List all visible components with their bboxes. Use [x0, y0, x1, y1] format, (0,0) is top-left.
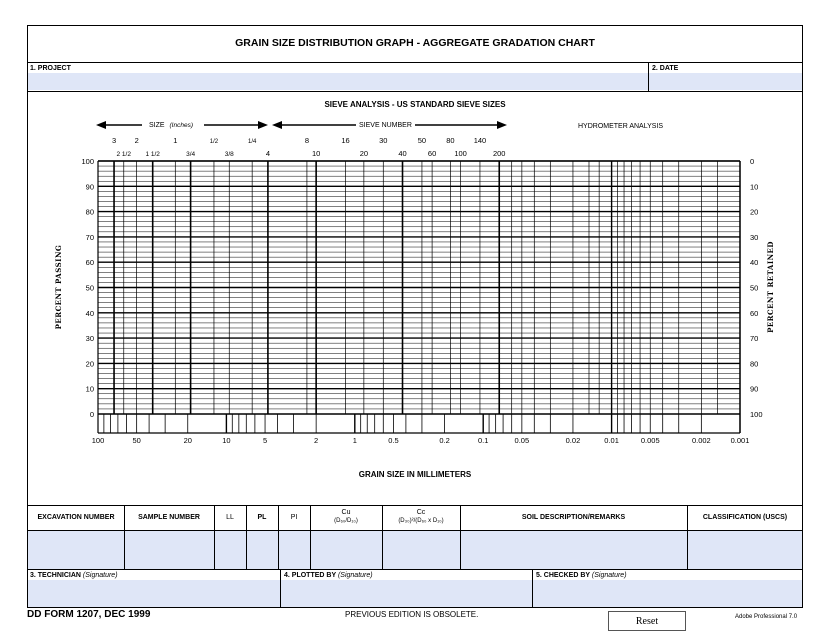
cu-input[interactable]: [311, 531, 382, 569]
classification-input[interactable]: [688, 531, 802, 569]
percent-retained-tick: 0: [750, 157, 755, 166]
grain-size-tick: 0.001: [730, 436, 750, 445]
sieve-size-label: 1/2: [209, 139, 219, 145]
sieve-number-label: 200: [492, 149, 506, 158]
percent-retained-tick: 100: [750, 410, 763, 419]
percent-retained-title: PERCENT RETAINED: [766, 241, 775, 333]
obsolete-note: PREVIOUS EDITION IS OBSOLETE.: [345, 610, 479, 619]
grain-size-tick: 0.1: [477, 436, 489, 445]
plotted-by-label-text: 4. PLOTTED BY: [284, 572, 336, 579]
size-label: [149, 122, 193, 129]
ll-header: LL: [226, 514, 234, 521]
sieve-number-label: 4: [265, 149, 270, 158]
cc-header: Cc: [416, 509, 426, 516]
sieve-number-label: 100: [454, 149, 467, 158]
classification-header: CLASSIFICATION (USCS): [702, 514, 788, 521]
technician-signature-input[interactable]: [28, 580, 280, 607]
plotted-by-signature-input[interactable]: [281, 580, 532, 607]
grain-size-tick: 5: [262, 436, 268, 445]
percent-retained-tick: 40: [750, 258, 759, 268]
hydrometer-label: HYDROMETER ANALYSIS: [578, 123, 664, 130]
sieve-number-label: 60: [427, 149, 437, 158]
date-label: 2. DATE: [652, 65, 679, 72]
grain-size-tick: 2: [314, 436, 319, 445]
grain-size-tick: 10: [222, 436, 231, 445]
cc-formula: (D₃₀)²/(D₆₀ x D₁₀): [398, 518, 444, 524]
percent-passing-tick: 90: [85, 182, 94, 192]
percent-retained-tick: 20: [750, 207, 759, 217]
sieve-number-label: 8: [304, 136, 310, 145]
sieve-number-label: 16: [341, 136, 350, 145]
reset-button[interactable]: Reset: [608, 611, 686, 631]
grain-size-tick: 100: [91, 436, 105, 445]
soil-description-input[interactable]: [461, 531, 687, 569]
grain-size-ticks: [92, 436, 750, 445]
percent-passing-tick: 60: [85, 258, 94, 268]
percent-retained-tick: 90: [750, 384, 759, 394]
project-label: 1. PROJECT: [30, 65, 71, 72]
grain-size-tick: 0.05: [514, 436, 530, 445]
grain-size-tick: 20: [183, 436, 192, 445]
checked-by-label: [536, 572, 627, 579]
cu-formula: (D₆₀/D₁₀): [334, 518, 358, 524]
sieve-number-label: 20: [359, 149, 369, 158]
grain-size-axis-title: GRAIN SIZE IN MILLIMETERS: [358, 470, 472, 479]
form-title: GRAIN SIZE DISTRIBUTION GRAPH - AGGREGATE GRADATION CHART: [235, 37, 595, 49]
technician-label: [30, 572, 118, 579]
plotted-by-label: [284, 572, 373, 579]
percent-passing-tick: 0: [89, 410, 94, 419]
percent-retained-tick: 70: [750, 334, 759, 344]
sieve-number-label: SIEVE NUMBER: [359, 122, 412, 129]
grain-size-tick: 1: [352, 436, 357, 445]
percent-passing-tick: 30: [85, 334, 94, 344]
sample-number-input[interactable]: [125, 531, 214, 569]
technician-label-text: 3. TECHNICIAN: [30, 572, 81, 579]
grain-size-tick: 0.01: [604, 436, 619, 445]
pi-input[interactable]: [279, 531, 310, 569]
checked-by-label-text: 5. CHECKED BY: [536, 572, 590, 579]
sieve-size-labels: [112, 136, 506, 158]
percent-passing-tick: 100: [81, 157, 94, 166]
signature-hint: (Signature): [337, 572, 373, 579]
excavation-number-input[interactable]: [28, 531, 124, 569]
size-label-text: SIZE: [149, 122, 165, 129]
grain-size-tick: 0.005: [640, 436, 660, 445]
sieve-size-label: 1 1/2: [145, 151, 160, 158]
sieve-size-label: 2 1/2: [116, 151, 131, 158]
checked-by-signature-input[interactable]: [533, 580, 802, 607]
chart-grid: [98, 161, 740, 433]
soil-description-header: SOIL DESCRIPTION/REMARKS: [521, 514, 626, 521]
percent-passing-ticks: [81, 157, 94, 419]
percent-passing-tick: 20: [85, 359, 94, 369]
ll-input[interactable]: [215, 531, 246, 569]
pl-header: PL: [257, 514, 267, 521]
sieve-size-label: 3/8: [224, 151, 234, 158]
signature-hint: (Signature): [82, 572, 118, 579]
sieve-analysis-title: SIEVE ANALYSIS - US STANDARD SIEVE SIZES: [324, 100, 506, 109]
software-note: Adobe Professional 7.0: [735, 614, 798, 620]
excavation-number-header: EXCAVATION NUMBER: [37, 514, 115, 521]
sieve-size-label: 1: [173, 136, 178, 145]
sample-number-header: SAMPLE NUMBER: [138, 514, 200, 521]
sieve-number-label: 40: [398, 149, 407, 158]
sieve-size-label: 3: [111, 136, 117, 145]
sieve-number-label: 80: [446, 136, 455, 145]
cu-header: Cu: [341, 509, 351, 516]
percent-passing-tick: 40: [85, 308, 94, 318]
percent-retained-tick: 10: [750, 182, 759, 192]
pi-header: PI: [290, 514, 298, 521]
divider: [27, 569, 803, 570]
sieve-size-label: 3/4: [186, 151, 196, 158]
percent-passing-tick: 10: [85, 384, 94, 394]
cc-input[interactable]: [383, 531, 460, 569]
grain-size-tick: 0.02: [565, 436, 581, 445]
percent-passing-tick: 80: [85, 207, 94, 217]
percent-passing-tick: 70: [85, 232, 94, 242]
sieve-size-label: 2: [134, 136, 139, 145]
percent-retained-tick: 80: [750, 359, 759, 369]
grain-size-tick: 0.5: [388, 436, 399, 445]
grain-size-tick: 0.002: [691, 436, 711, 445]
percent-retained-tick: 50: [750, 283, 759, 293]
percent-retained-tick: 60: [750, 308, 759, 318]
sieve-number-label: 10: [311, 149, 321, 158]
sieve-number-label: 30: [379, 136, 388, 145]
grain-size-tick: 50: [132, 436, 141, 445]
grain-size-tick: 0.2: [439, 436, 450, 445]
signature-hint: (Signature): [591, 572, 627, 579]
pl-input[interactable]: [247, 531, 278, 569]
size-unit: (Inches): [169, 122, 193, 129]
percent-passing-tick: 50: [85, 283, 94, 293]
percent-retained-tick: 30: [750, 232, 759, 242]
percent-retained-ticks: [750, 157, 763, 419]
percent-passing-title: PERCENT PASSING: [54, 244, 63, 330]
sieve-size-label: 1/4: [247, 139, 257, 145]
sieve-number-label: 140: [473, 136, 487, 145]
form-number: DD FORM 1207, DEC 1999: [27, 609, 151, 620]
sieve-number-label: 50: [417, 136, 427, 145]
